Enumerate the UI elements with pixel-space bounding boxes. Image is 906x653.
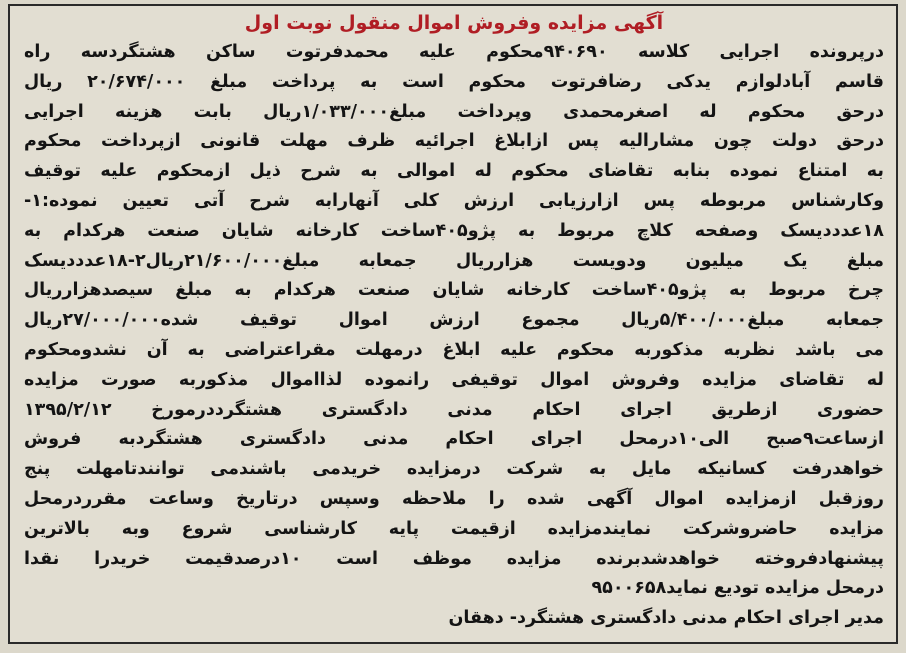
notice-line: می باشد نظربه مذکوربه محکوم علیه ابلاغ درمهلت مقراعتراضی به آن نشدومحکوم	[24, 339, 884, 360]
notice-line: به امتناع نموده بنابه تقاضای محکوم له اموالی به شرح ذیل ازمحکوم علیه توقیف	[24, 161, 884, 182]
notice-line: حضوری ازطریق اجرای احکام مدنی دادگستری هشتگرددرمورخ ۱۳۹۵/۲/۱۲	[24, 399, 884, 420]
notice-line: ازساعت۹صبح الی۱۰درمحل اجرای احکام مدنی دادگستری هشتگردبه فروش	[24, 429, 884, 450]
notice-line: ۱۸عدددیسک وصفحه کلاچ مربوط به پژو۴۰۵ساخت کارخانه شایان صنعت هرکدام به	[24, 220, 884, 241]
auction-notice	[8, 4, 898, 644]
notice-line: مبلغ یک میلیون ودویست هزارریال جمعابه مبلغ۲۱/۶۰۰/۰۰۰ریال۲-۱۸عدددیسک	[24, 250, 884, 271]
notice-line: خواهدرفت کسانیکه مایل به شرکت درمزایده خریدمی باشندمی توانندتامهلت پنج	[24, 459, 884, 480]
notice-line: روزقبل ازمزایده اموال آگهی شده را ملاحظه وسپس درتاریخ وساعت مقرردرمحل	[24, 488, 884, 509]
notice-line: درمحل مزایده تودیع نماید۹۵۰۰۶۵۸	[591, 578, 884, 599]
notice-line: درحق محکوم له اصغرمحمدی وپرداخت مبلغ۱/۰۳۳/۰۰۰ریال بابت هزینه اجرایی	[24, 101, 884, 122]
notice-line: مزایده حاضروشرکت نمایندمزایده ازقیمت پایه کارشناسی شروع وبه بالاترین	[24, 518, 884, 539]
notice-line: چرخ مربوط به پژو۴۰۵ساخت کارخانه شایان صنعت هرکدام به مبلغ سیصدهزارریال	[24, 280, 884, 301]
notice-line: قاسم آبادلوازم یدکی رضافرتوت محکوم است به پرداخت مبلغ ۲۰/۶۷۴/۰۰۰ ریال	[24, 71, 884, 92]
notice-line: جمعابه مبلغ۵/۴۰۰/۰۰۰ریال مجموع ارزش اموال توقیف شده۲۷/۰۰۰/۰۰۰ریال	[24, 310, 884, 331]
notice-line: له تقاضای مزایده وفروش اموال توقیفی رانموده لذااموال مذکوربه صورت مزایده	[24, 369, 884, 390]
notice-line: پیشنهادفروخته خواهدشدبرنده مزایده موظف است ۱۰درصدقیمت خریدرا نقدا	[24, 548, 884, 569]
notice-body	[24, 38, 884, 604]
notice-line: درپرونده اجرایی کلاسه ۹۴۰۶۹۰محکوم علیه محمدفرتوت ساکن هشتگردسه راه	[24, 42, 884, 62]
notice-line: وکارشناس مربوطه پس ازارزیابی ارزش کلی آنهارابه شرح آتی تعیین نموده:۱-	[24, 190, 884, 211]
notice-title: آگهی مزایده وفروش اموال منقول نوبت اول	[244, 12, 664, 34]
notice-signature: مدیر اجرای احکام مدنی دادگستری هشتگرد- دهقان	[448, 608, 884, 629]
notice-line: درحق دولت چون مشارالیه پس ازابلاغ اجرائیه ظرف مهلت قانونی ازپرداخت محکوم	[24, 131, 884, 152]
